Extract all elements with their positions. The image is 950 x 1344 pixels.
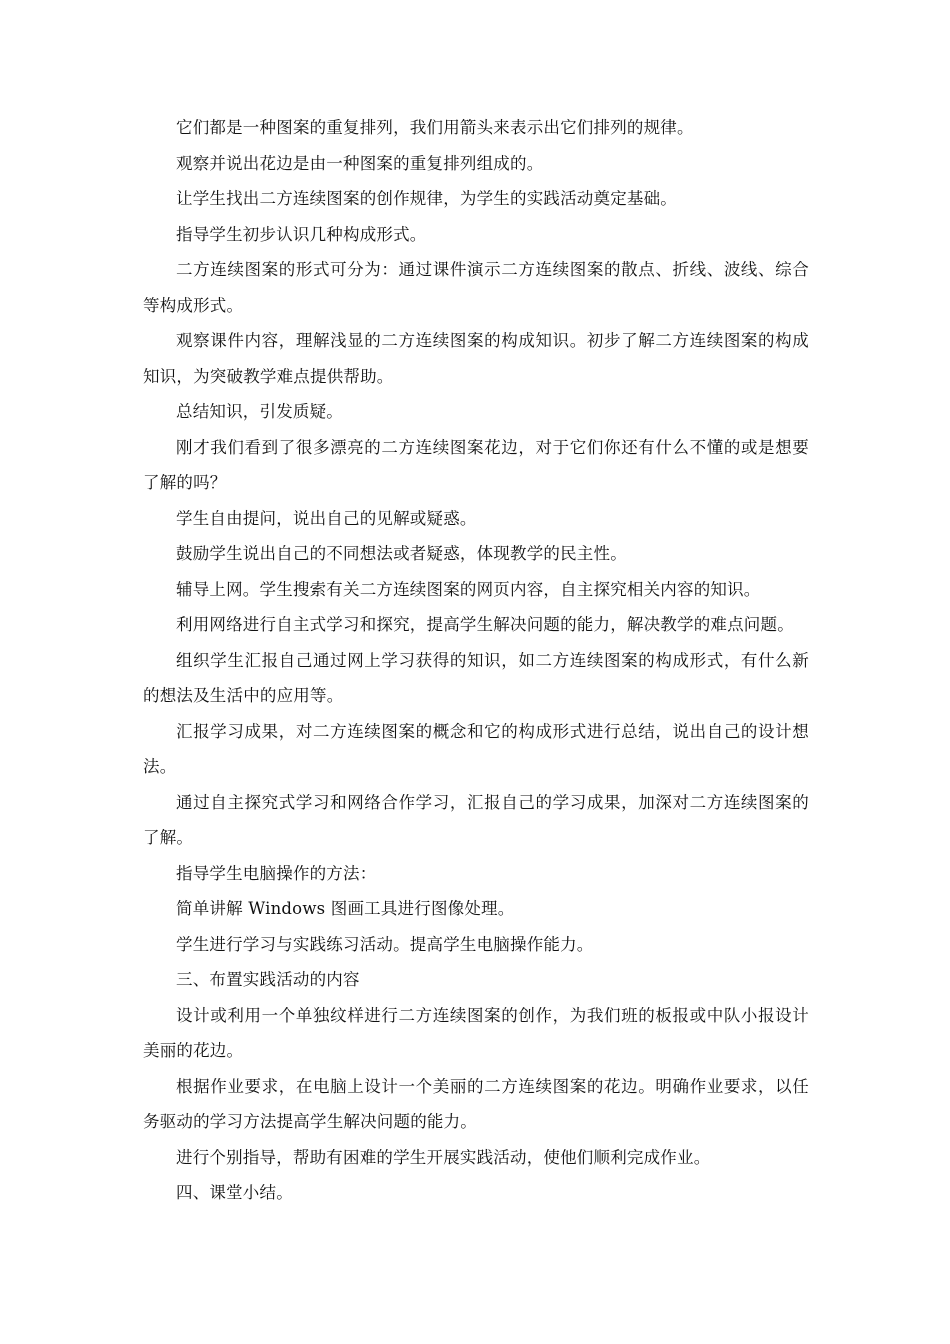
paragraph: 利用网络进行自主式学习和探究，提高学生解决问题的能力，解决教学的难点问题。: [176, 615, 794, 634]
paragraph: 指导学生电脑操作的方法：: [176, 863, 377, 883]
paragraph: 让学生找出二方连续图案的创作规律，为学生的实践活动奠定基础。: [176, 189, 677, 208]
paragraph: 学生进行学习与实践练习活动。提高学生电脑操作能力。: [176, 934, 594, 954]
paragraph: 学生自由提问，说出自己的见解或疑惑。: [176, 508, 477, 528]
paragraph: 总结知识，引发质疑。: [176, 402, 343, 421]
paragraph: 刚才我们看到了很多漂亮的二方连续图案花边，对于它们你还有什么不懂的或是想要了解的吗？: [143, 437, 809, 492]
section-heading: 四、课堂小结。: [176, 1183, 293, 1202]
paragraph: 指导学生初步认识几种构成形式。: [176, 224, 427, 244]
paragraph: 观察课件内容，理解浅显的二方连续图案的构成知识。初步了解二方连续图案的构成知识，为突破教学难点提供帮助。: [143, 331, 809, 386]
paragraph: 辅导上网。学生搜索有关二方连续图案的网页内容，自主探究相关内容的知识。: [176, 579, 761, 599]
paragraph: 通过自主探究式学习和网络合作学习，汇报自己的学习成果，加深对二方连续图案的了解。: [143, 792, 809, 847]
paragraph: 观察并说出花边是由一种图案的重复排列组成的。: [176, 153, 544, 173]
section-heading: 三、布置实践活动的内容: [176, 970, 360, 989]
paragraph: 设计或利用一个单独纹样进行二方连续图案的创作，为我们班的板报或中队小报设计美丽的花边。: [143, 1005, 809, 1060]
paragraph: 鼓励学生说出自己的不同想法或者疑惑，体现教学的民主性。: [176, 544, 627, 563]
paragraph: 汇报学习成果，对二方连续图案的概念和它的构成形式进行总结，说出自己的设计想法。: [143, 721, 809, 776]
paragraph: 进行个别指导，帮助有困难的学生开展实践活动，使他们顺利完成作业。: [176, 1147, 711, 1167]
paragraph: 二方连续图案的形式可分为：通过课件演示二方连续图案的散点、折线、波线、综合等构成形式。: [143, 260, 809, 315]
paragraph: 根据作业要求，在电脑上设计一个美丽的二方连续图案的花边。明确作业要求，以任务驱动的学习方法提高学生解决问题的能力。: [143, 1076, 809, 1131]
paragraph: 组织学生汇报自己通过网上学习获得的知识，如二方连续图案的构成形式，有什么新的想法及生活中的应用等。: [143, 650, 809, 705]
paragraph: 简单讲解 Windows 图画工具进行图像处理。: [176, 899, 515, 918]
paragraph: 它们都是一种图案的重复排列，我们用箭头来表示出它们排列的规律。: [176, 118, 694, 137]
document-page: [143, 110, 809, 1211]
